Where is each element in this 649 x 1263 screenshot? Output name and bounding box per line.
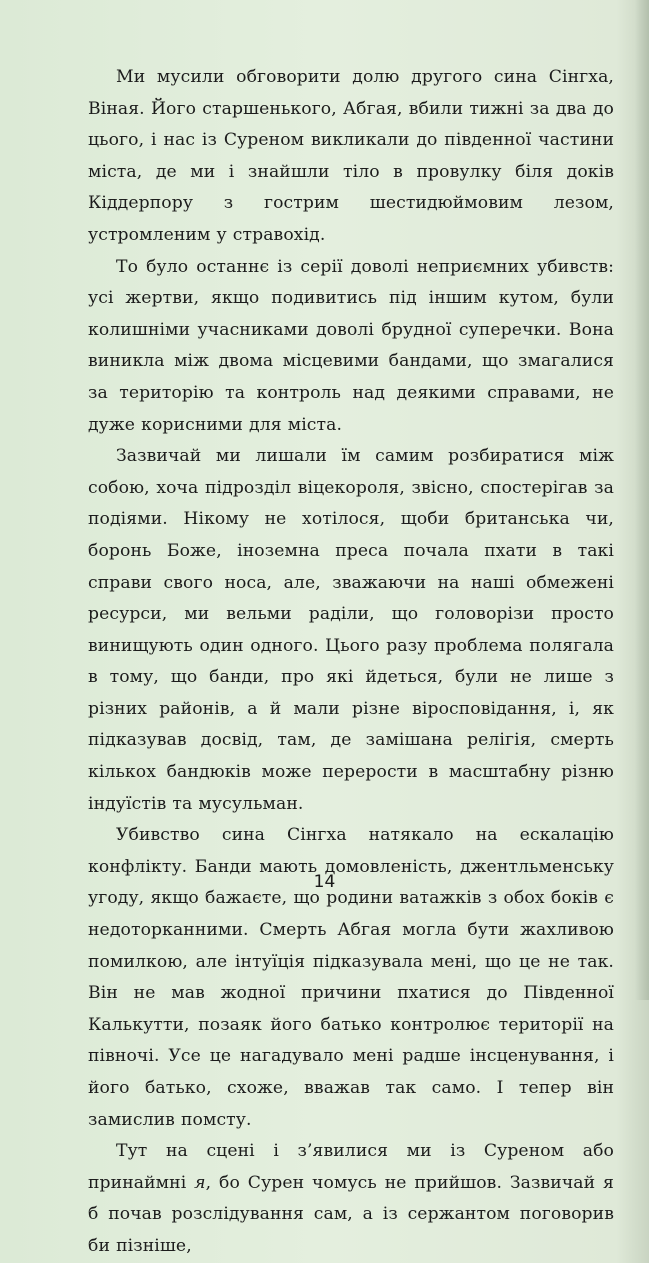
page-number: 14: [313, 872, 336, 892]
paragraph-3: Зазвичай ми лишали їм самим розбиратися між собою, хоча підрозділ віцекороля, звісно, спостерігав за подіями. Нікому не хотілося, щоби британська чи, боронь Боже, іноземна преса почала пхати в такі справи свого носа, але, зважаючи на наші обмежені ресурси, ми вельми раділи, що головорізи просто винищують один одного. Цього разу проблема полягала в тому, що банди, про які йдеться, були не лише з різних районів, а й мали різне віросповідання, і, як підказував досвід, там, де замішана релігія, смерть кількох бандюків може перерости в масштабну різню індуїстів та мусульман.: [88, 446, 614, 814]
paragraph-2: То було останнє із серії доволі неприємних убивств: усі жертви, якщо подивитись під іншим кутом, були колишніми учасниками доволі брудної суперечки. Вона виникла між двома місцевими бандами, що змагалися за територію та контроль над деякими справами, не дуже корисними для міста.: [88, 256, 614, 435]
paragraph-5-start: Тут на сцені і з’явилися ми із Суреном або принаймні: [88, 1141, 614, 1193]
paragraph-5-emphasis: я: [194, 1172, 206, 1193]
paragraph-4: Убивство сина Сінгха натякало на ескалацію конфлікту. Банди мають домовленість, джентльменську угоду, якщо бажаєте, що родини ватажків з обох боків є недоторканними. Смерть Абгая могла бути жахливою помилкою, але інтуїція підказувала мені, що це не так. Він не мав жодної причини пхатися до Південної Калькутти, позаяк його батько контролює території на півночі. Усе це нагадувало мені радше інсценування, і його батько, схоже, вважав так само. І тепер він замислив помсту.: [88, 825, 614, 1130]
paragraph-1: Ми мусили обговорити долю другого сина Сінгха, Віная. Його старшенького, Абгая, вбили тижні за два до цього, і нас із Суреном викликали до південної частини міста, де ми і знайшли тіло в провулку біля доків Кіддерпору з гострим шестидюймовим лезом, устромленим у стравохід.: [88, 67, 614, 245]
paragraph-5-end: , бо Сурен чомусь не прийшов. Зазвичай я б почав розслідування сам, а із сержантом поговорив би пізніше,: [88, 1172, 614, 1256]
body-text: [88, 62, 614, 1263]
page-edge-shadow: [635, 0, 649, 1000]
paragraph-5: [88, 1136, 614, 1262]
